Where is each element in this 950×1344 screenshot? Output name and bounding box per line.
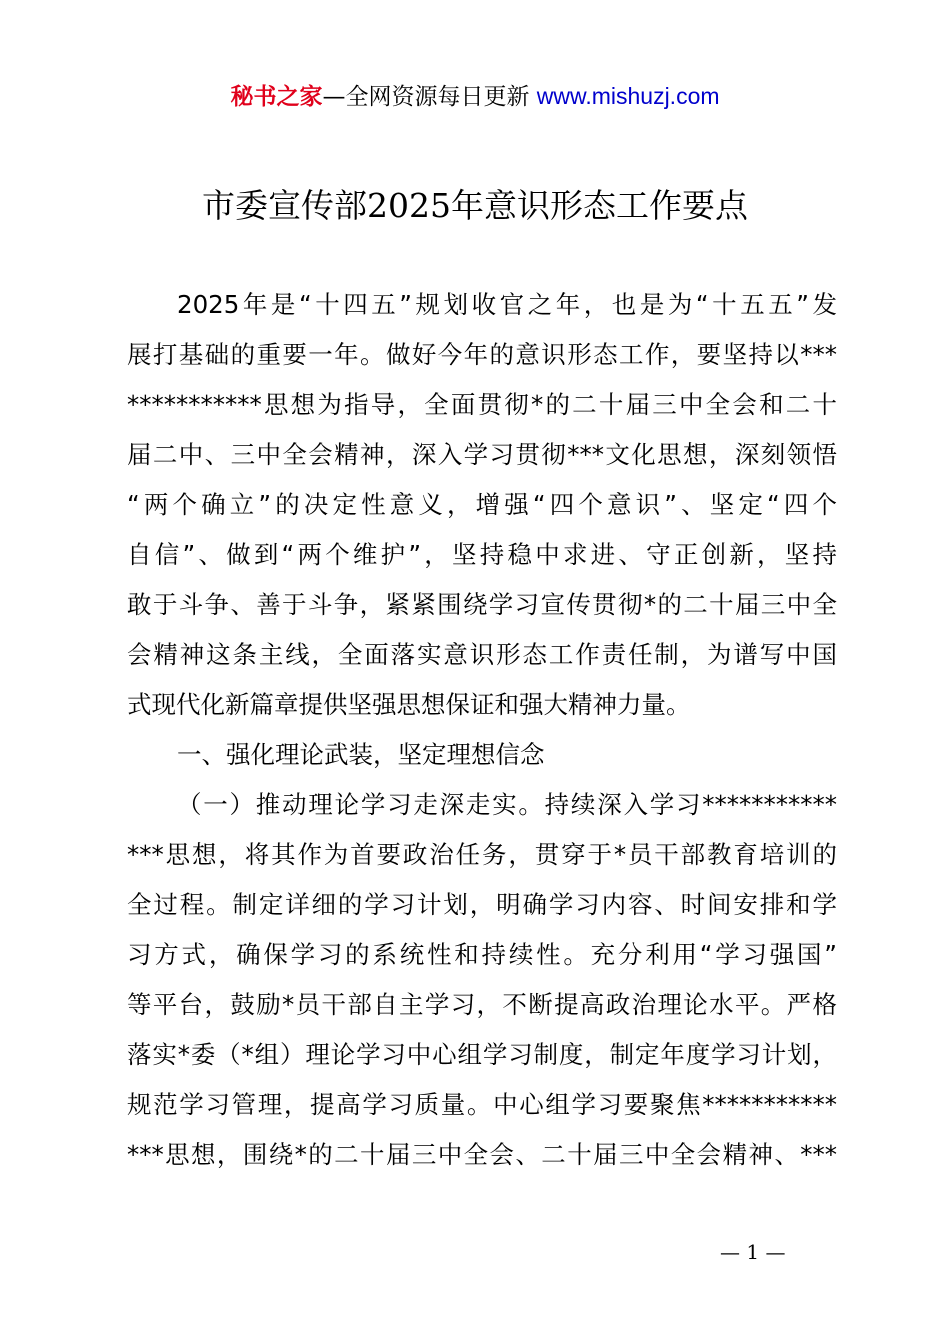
- body-line: 习方式，确保学习的系统性和持续性。充分利用“学习强国”: [127, 940, 837, 969]
- body-line: “两个确立”的决定性意义，增强“四个意识”、坚定“四个: [127, 490, 837, 519]
- body-line: 落实*委（*组）理论学习中心组学习制度，制定年度学习计划，: [127, 1040, 837, 1069]
- body-line: 式现代化新篇章提供坚强思想保证和强大精神力量。: [127, 690, 691, 719]
- document-body: [127, 280, 837, 1180]
- body-line: 全过程。制定详细的学习计划，明确学习内容、时间安排和学: [127, 890, 837, 919]
- document-title: 市委宣传部2025年意识形态工作要点: [202, 186, 748, 225]
- site-tagline: —全网资源每日更新: [322, 84, 530, 110]
- site-url-link[interactable]: www.mishuzj.com: [536, 83, 720, 109]
- body-line: 自信”、做到“两个维护”，坚持稳中求进、守正创新，坚持: [127, 540, 837, 569]
- body-line: （一）推动理论学习走深走实。持续深入学习***********: [177, 790, 837, 819]
- body-line: 会精神这条主线，全面落实意识形态工作责任制，为谱写中国: [127, 640, 837, 669]
- body-line: 届二中、三中全会精神，深入学习贯彻***文化思想，深刻领悟: [127, 440, 837, 469]
- body-line: 规范学习管理，提高学习质量。中心组学习要聚焦***********: [127, 1090, 837, 1119]
- body-line: ***思想，围绕*的二十届三中全会、二十届三中全会精神、***: [127, 1140, 837, 1169]
- body-line: ***思想，将其作为首要政治任务，贯穿于*员干部教育培训的: [127, 840, 837, 869]
- site-brand: 秘书之家: [230, 84, 323, 110]
- body-line: 2025年是“十四五”规划收官之年，也是为“十五五”发: [177, 290, 837, 319]
- body-line: 展打基础的重要一年。做好今年的意识形态工作，要坚持以***: [127, 340, 837, 369]
- site-header: [0, 80, 950, 113]
- section-heading: 一、强化理论武装，坚定理想信念: [177, 740, 545, 769]
- body-line: 敢于斗争、善于斗争，紧紧围绕学习宣传贯彻*的二十届三中全: [127, 590, 837, 619]
- body-line: 等平台，鼓励*员干部自主学习，不断提高政治理论水平。严格: [127, 990, 837, 1019]
- body-line: ***********思想为指导，全面贯彻*的二十届三中全会和二十: [127, 390, 837, 419]
- page-number: — 1 —: [720, 1240, 786, 1264]
